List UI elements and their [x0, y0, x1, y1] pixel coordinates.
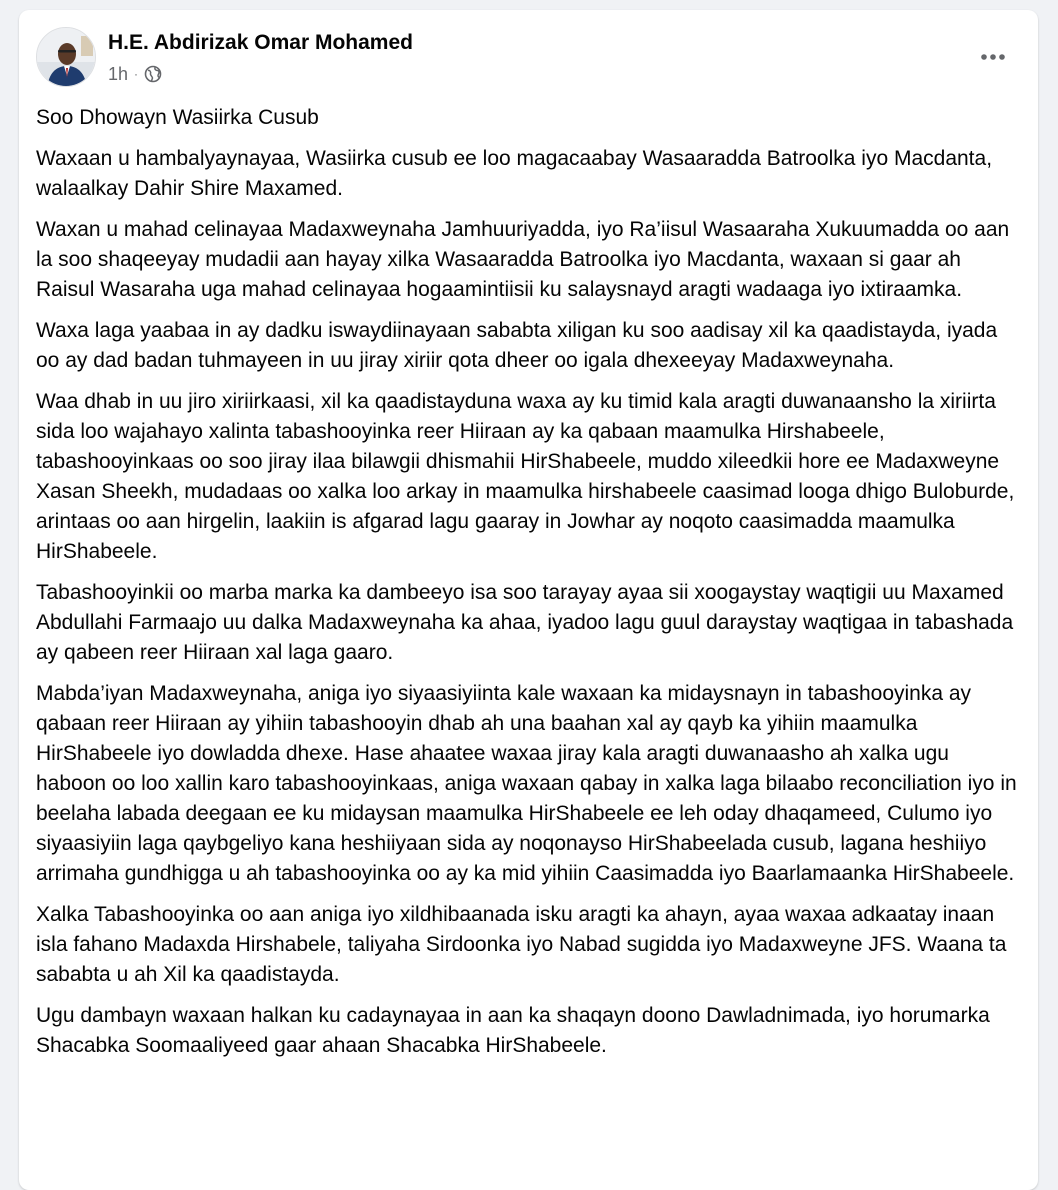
post-paragraph: Waxan u mahad celinayaa Madaxweynaha Jamhuuriyadda, iyo Ra’iisul Wasaaraha Xukuumadda oo aan la soo shaqeeyay mudadii aan hayay xilka Wasaaradda Batroolka iyo Macdanta, waxaan si gaar ah Raisul Wasaraha uga mahad celinayaa hogaamintiisii ku salaysnayd aragti wadaaga iyo ixtiraamka.: [36, 218, 1016, 301]
post-paragraph: Waa dhab in uu jiro xiriirkaasi, xil ka qaadistayduna waxa ay ku timid kala aragti duwanaansho la xiriirta sida loo wajahayo xalinta tabashooyinka reer Hiiraan ay ka qabaan maamulka Hirshabeele, tabashooyinkaas oo soo jiray ilaa bilawgii dhismahii HirShabeele, muddo xileedkii hore ee Madaxweyne Xasan Sheekh, mudadaas oo xalka loo arkay in maamulka hirshabeele caasimad looga dhigo Buloburde, arintaas oo aan hirgelin, laakiin is afgarad lagu gaaray in Jowhar ay noqoto caasimadda maamulka HirShabeele.: [36, 390, 1021, 563]
post-paragraph: Xalka Tabashooyinka oo aan aniga iyo xildhibaanada isku aragti ka ahayn, ayaa waxaa adkaatay inaan isla fahano Madaxda Hirshabele, taliyaha Sirdoonka iyo Nabad sugidda iyo Madaxweyne JFS. Waana ta sababta u ah Xil ka qaadistayda.: [36, 903, 1013, 986]
author-name[interactable]: H.E. Abdirizak Omar Mohamed: [108, 31, 413, 54]
post-paragraph: Waxaan u hambalyaynayaa, Wasiirka cusub ee loo magacaabay Wasaaradda Batroolka iyo Macdanta, walaalkay Dahir Shire Maxamed.: [36, 147, 998, 200]
post-text: [36, 103, 1024, 1072]
post-paragraph: Waxa laga yaabaa in ay dadku iswaydiinayaan sababta xiligan ku soo aadisay xil ka qaadistayda, iyada oo ay dad badan tuhmayeen in uu jiray xiriir qota dheer oo igala dhexeeyay Madaxweynaha.: [36, 319, 1004, 372]
avatar[interactable]: [36, 27, 96, 87]
post-paragraph: Tabashooyinkii oo marba marka ka dambeeyo isa soo tarayay ayaa sii xoogaystay waqtigii uu Maxamed Abdullahi Farmaajo uu dalka Madaxweynaha ka ahaa, iyadoo lagu guul daraystay waqtigaa in tabashada ay qabeen reer Hiiraan xal laga gaaro.: [36, 581, 1019, 664]
meta-separator: ·: [134, 67, 139, 81]
more-options-icon[interactable]: [973, 37, 1013, 77]
post-meta: [108, 63, 162, 85]
post-paragraph: Ugu dambayn waxaan halkan ku cadaynayaa in aan ka shaqayn doono Dawladnimada, iyo horumarka Shacabka Soomaaliyeed gaar ahaan Shacabka HirShabeele.: [36, 1004, 996, 1057]
post-title: Soo Dhowayn Wasiirka Cusub: [36, 106, 319, 129]
post-time[interactable]: 1h: [108, 63, 129, 84]
globe-icon[interactable]: [144, 65, 162, 83]
post-header: [36, 27, 1021, 89]
post-paragraph: Mabda’iyan Madaxweynaha, aniga iyo siyaasiyiinta kale waxaan ka midaysnayn in tabashooyinka ay qabaan reer Hiiraan ay yihiin tabashooyin dhab ah una baahan xal ay qayb ka yihiin maamulka HirShabeele iyo dowladda dhexe. Hase ahaatee waxaa jiray kala aragti duwanaasho ah xalka ugu haboon oo loo xallin karo tabashooyinkaas, aniga waxaan qabay in xalka laga bilaabo reconciliation iyo in beelaha labada deegaan ee ku midaysan maamulka HirShabeele ee leh oday dhaqameed, Culumo iyo siyaasiyiin laga qaybgeliyo kana heshiiyaan sida ay noqonayso HirShabeelada cusub, lagana heshiiyo arrimaha gundhigga u ah tabashooyinka oo ay ka mid yihiin Caasimadda iyo Baarlamaanka HirShabeele.: [36, 682, 1023, 885]
post-card: [19, 10, 1038, 1190]
